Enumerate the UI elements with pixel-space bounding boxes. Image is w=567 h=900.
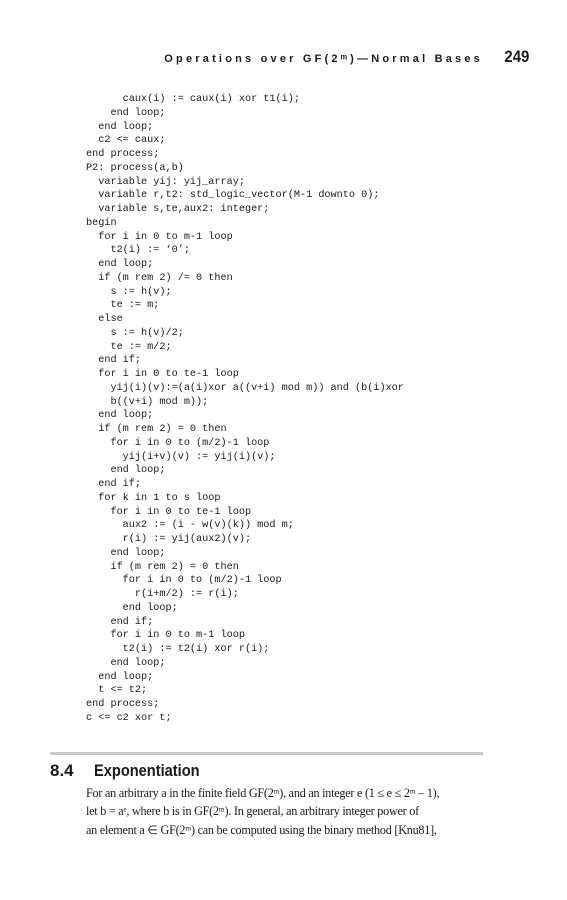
code-line: end if; [86,355,142,367]
code-line: b((v+i) mod m)); [86,396,209,408]
page-header [0,44,567,74]
section-divider [50,752,483,755]
code-line: for i in 0 to m-1 loop [86,231,233,243]
body-line: an element a ∈ GF(2ᵐ) can be computed using the binary method [Knu81], [86,822,437,837]
code-line: te := m; [86,300,160,312]
code-line: else [86,314,123,325]
code-line: if (m rem 2) = 0 then [86,561,239,573]
code-line: if (m rem 2) /= 0 then [86,272,233,284]
code-line: end loop; [86,465,166,477]
code-line: t2(i) := t2(i) xor r(i); [86,644,270,655]
code-line: end loop; [86,259,154,270]
vhdl-code-listing [86,93,404,726]
section-number: 8.4 [50,761,74,780]
code-line: end if; [86,616,154,628]
code-line: end if; [86,479,142,490]
code-line: end process; [86,699,160,710]
code-line: s := h(v); [86,286,172,298]
body-line: For an arbitrary a in the finite field GF(2ᵐ), and an integer e (1 ≤ e ≤ 2ᵐ – 1), [86,786,440,800]
body-line: let b = aᵉ, where b is in GF(2ᵐ). In general, an arbitrary integer power of [86,804,419,819]
code-line: end loop; [86,410,154,422]
code-line: for i in 0 to (m/2)-1 loop [86,437,270,449]
code-line: caux(i) := caux(i) xor t1(i); [86,94,300,105]
code-line: for i in 0 to (m/2)-1 loop [86,575,282,587]
code-line: variable yij: yij_array; [86,176,245,188]
code-line: yij(i)(v):=(a(i)xor a((v+i) mod m)) and (b(i)xor [86,382,404,394]
code-line: begin [86,217,117,229]
code-line: for i in 0 to te-1 loop [86,506,252,518]
code-line: end loop; [86,657,166,669]
code-line: end loop; [86,107,166,119]
code-line: t <= t2; [86,685,148,697]
code-line: end process; [86,149,160,160]
section-heading [50,761,217,781]
code-line: s := h(v)/2; [86,327,184,339]
code-line: end loop; [86,547,166,559]
code-line: if (m rem 2) = 0 then [86,424,227,435]
code-line: variable r,t2: std_logic_vector(M-1 downto 0); [86,190,380,202]
code-line: r(i+m/2) := r(i); [86,589,239,600]
code-line: for i in 0 to m-1 loop [86,630,245,642]
body-paragraph [86,784,496,839]
section-title: Exponentiation [94,761,200,780]
code-line: c2 <= caux; [86,135,166,147]
code-line: variable s,te,aux2: integer; [86,204,270,215]
code-line: P2: process(a,b) [86,162,184,174]
code-line: t2(i) := ‘0’; [86,245,190,257]
code-line: for k in 1 to s loop [86,492,221,504]
code-line: c <= c2 xor t; [86,712,172,724]
code-line: end loop; [86,602,178,614]
code-line: end loop; [86,121,154,133]
code-line: r(i) := yij(aux2)(v); [86,534,252,545]
running-title: Operations over GF(2ᵐ)—Normal Bases [164,53,483,65]
code-line: yij(i+v)(v) := yij(i)(v); [86,451,276,463]
code-line: te := m/2; [86,341,172,353]
page-number: 249 [504,47,529,66]
code-line: end loop; [86,671,154,683]
code-line: aux2 := (i - w(v)(k)) mod m; [86,520,294,532]
code-line: for i in 0 to te-1 loop [86,369,239,380]
